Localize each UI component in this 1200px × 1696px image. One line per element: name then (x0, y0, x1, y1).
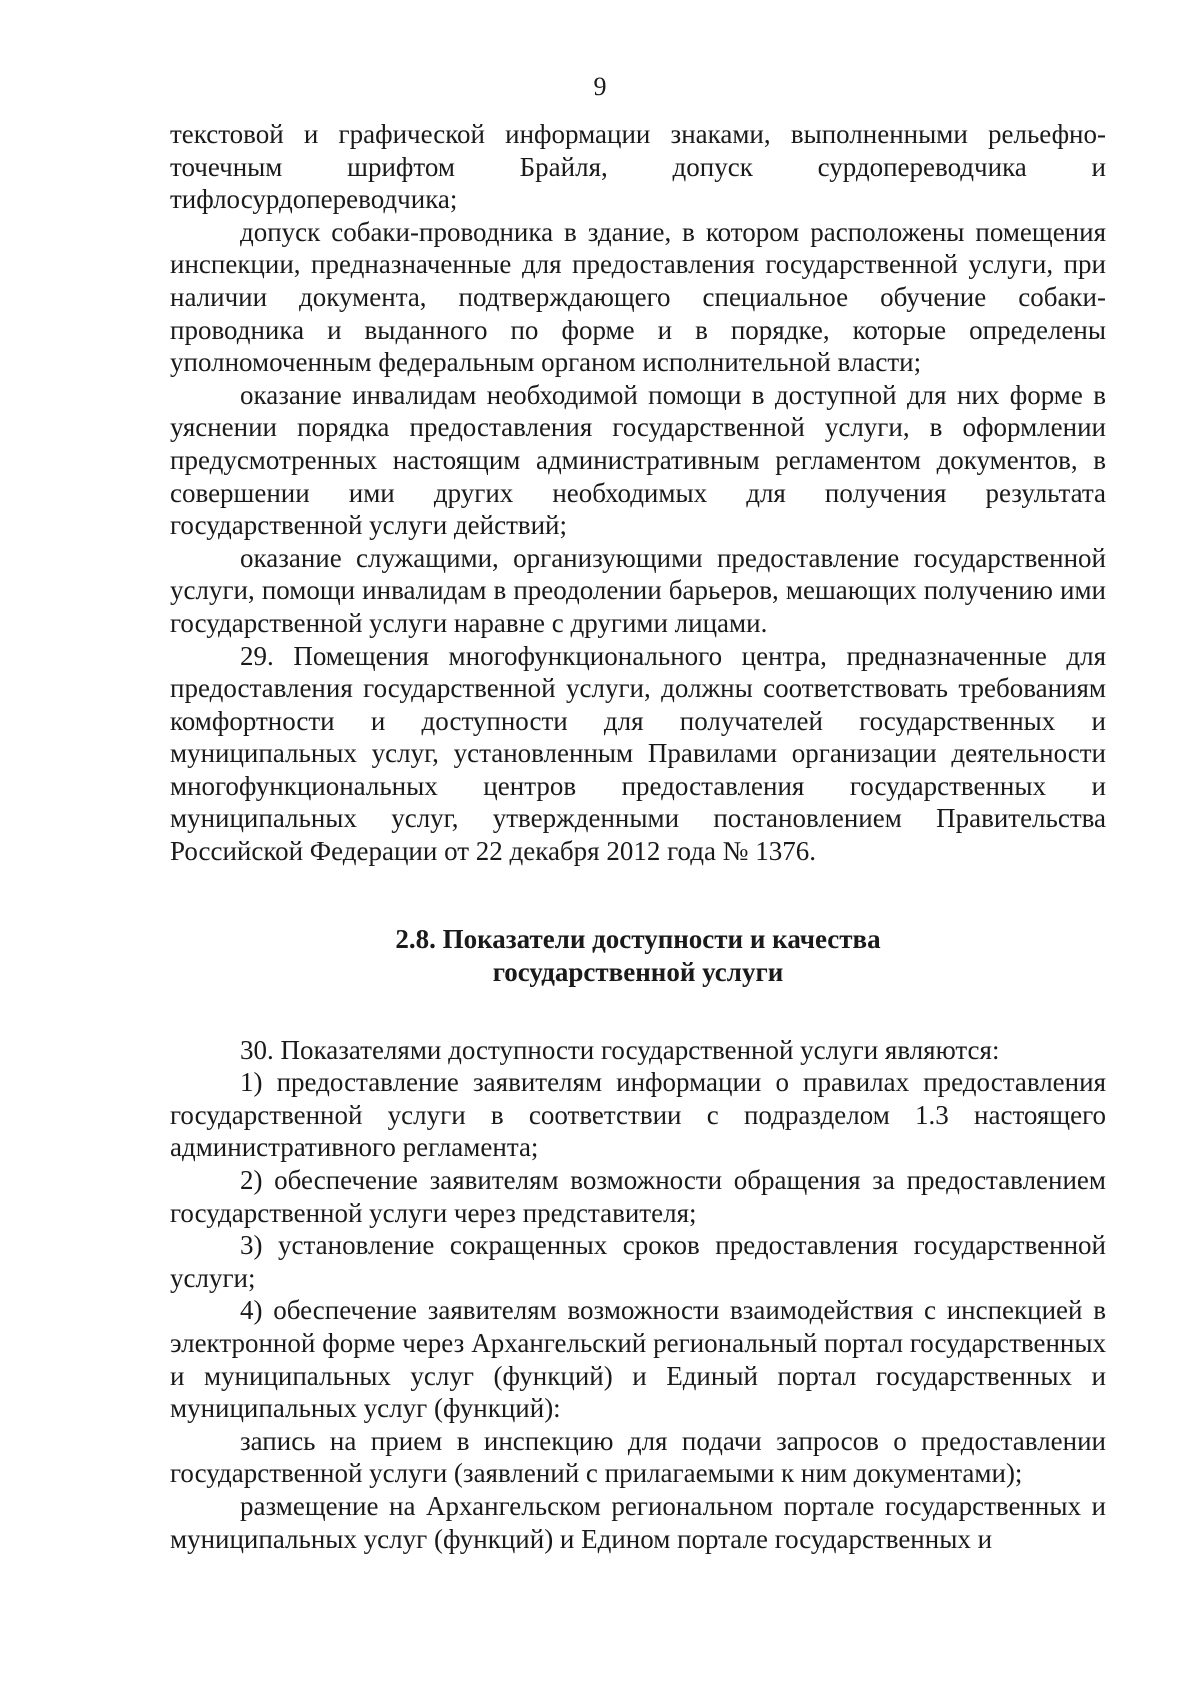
list-item: 2) обеспечение заявителям возможности обращения за предоставлением государственной услуги через представителя; (170, 1165, 1106, 1228)
list-item: 4) обеспечение заявителям возможности взаимодействия с инспекцией в электронной форме через Архангельский региональный портал государственных и муниципальных услуг (функций) и Единый портал государственных и муниципальных услуг (функций): (170, 1295, 1106, 1424)
paragraph: оказание служащими, организующими предоставление государственной услуги, помощи инвалидам в преодолении барьеров, мешающих получению ими государственной услуги наравне с другими лицами. (170, 542, 1106, 638)
sub-item: запись на прием в инспекцию для подачи запросов о предоставлении государственной услуги (заявлений с прилагаемыми к ним документами); (170, 1425, 1106, 1489)
list-item: 3) установление сокращенных сроков предоставления государственной услуги; (170, 1230, 1106, 1293)
document-body (170, 118, 1106, 1555)
paragraph: допуск собаки-проводника в здание, в котором расположены помещения инспекции, предназначенные для предоставления государственной услуги, при наличии документа, подтверждающего специальное обучение собаки-проводника и выданного по форме и в порядке, которые определены уполномоченным федеральным органом исполнительной власти; (170, 216, 1106, 378)
page-number: 9 (593, 72, 607, 101)
paragraph: оказание инвалидам необходимой помощи в доступной для них форме в уяснении порядка предоставления государственной услуги, в оформлении предусмотренных настоящим административным регламентом документов, в совершении ими других необходимых для получения результата государственной услуги действий; (170, 379, 1106, 541)
list-item: 1) предоставление заявителям информации о правилах предоставления государственной услуги в соответствии с подразделом 1.3 настоящего административного регламента; (170, 1067, 1106, 1163)
section-heading (170, 923, 1106, 989)
paragraph: 29. Помещения многофункционального центра, предназначенные для предоставления государственной услуги, должны соответствовать требованиям комфортности и доступности для получателей государственных и муниципальных услуг, установленным Правилами организации деятельности многофункциональных центров предоставления государственных и муниципальных услуг, утвержденными постановлением Правительства Российской Федерации от 22 декабря 2012 года № 1376. (170, 640, 1106, 867)
sub-item: размещение на Архангельском региональном портале государственных и муниципальных услуг (функций) и Едином портале государственных и (170, 1490, 1106, 1554)
section-heading-line: 2.8. Показатели доступности и качества (395, 923, 881, 954)
paragraph: 30. Показателями доступности государственной услуги являются: (240, 1034, 1000, 1065)
section-heading-line: государственной услуги (492, 956, 784, 987)
paragraph: текстовой и графической информации знаками, выполненными рельефно-точечным шрифтом Брайля, допуск сурдопереводчика и тифлосурдопереводчика; (170, 119, 1106, 215)
